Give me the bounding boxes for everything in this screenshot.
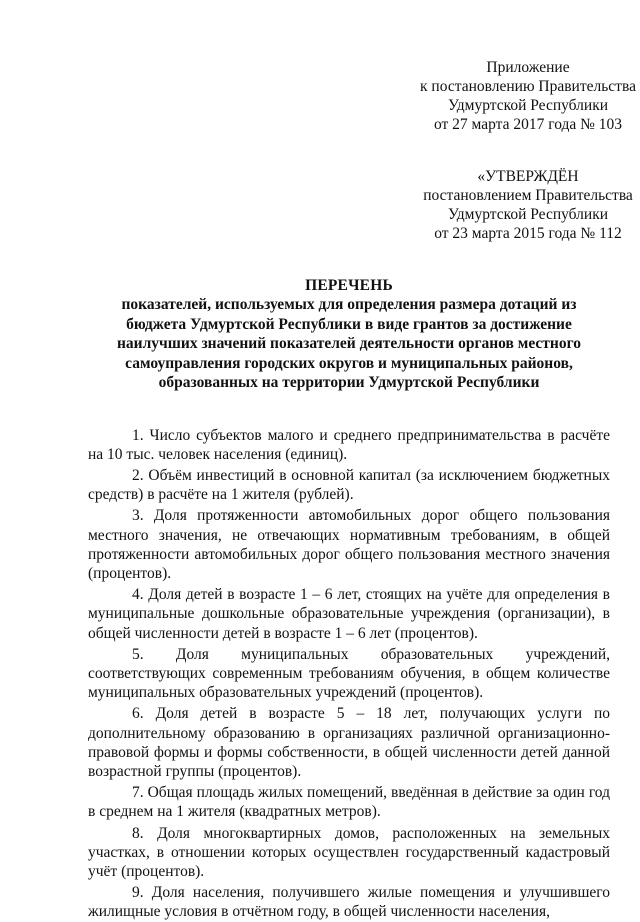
list-item: 9. Доля населения, получившего жилые помещения и улучшившего жилищные условия в отчётном году, в общей численности населения, — [88, 884, 610, 921]
appendix-line: Удмуртской Республики — [447, 97, 609, 114]
appendix-line: от 27 марта 2017 года № 103 — [433, 116, 623, 133]
list-item: 8. Доля многоквартирных домов, расположенных на земельных участках, в отношении которых осуществлен государственный кадастровый учёт (процентов). — [88, 824, 610, 880]
list-item: 3. Доля протяженности автомобильных дорог общего пользования местного значения, не отвечающих нормативным требованиям, в общей протяженности автомобильных дорог общего пользования местного значения (процентов). — [88, 507, 610, 582]
approved-line: постановлением Правительства — [423, 187, 633, 204]
appendix-line: к постановлению Правительства — [420, 78, 636, 95]
approved-line: «УТВЕРЖДЁН — [477, 168, 579, 185]
appendix-block — [388, 58, 640, 134]
document-title: ПЕРЕЧЕНЬ — [305, 277, 393, 294]
appendix-line: Приложение — [486, 59, 570, 76]
list-item: 2. Объём инвестиций в основной капитал (за исключением бюджетных средств) в расчёте на 1 жителя (рублей). — [88, 466, 610, 504]
list-item: 4. Доля детей в возрасте 1 – 6 лет, стоящих на учёте для определения в муниципальные дошкольные образовательные учреждения (организации), в общей численности детей в возрасте 1 – 6 лет (процентов). — [88, 586, 610, 642]
indicator-list — [88, 426, 610, 922]
approved-line: Удмуртской Республики — [447, 206, 609, 223]
list-item: 7. Общая площадь жилых помещений, введённая в действие за один год в среднем на 1 жителя (квадратных метров). — [88, 784, 610, 821]
list-item: 6. Доля детей в возрасте 5 – 18 лет, получающих услуги по дополнительному образованию в организациях различной организационно-правовой формы и формы собственности, в общей численности детей данной возрастной группы (процентов). — [88, 705, 610, 780]
list-item: 1. Число субъектов малого и среднего предпринимательства в расчёте на 10 тыс. человек населения (единиц). — [88, 426, 610, 463]
approved-line: от 23 марта 2015 года № 112 — [434, 225, 622, 242]
document-subtitle: показателей, используемых для определения размера дотаций из бюджета Удмуртской Республики в виде грантов за достижение наилучших значений показателей деятельности органов местного самоуправления городских округов и муниципальных районов, образованных на территории Удмуртской Республики — [117, 296, 581, 391]
approved-block — [388, 167, 640, 243]
list-item: 5. Доля муниципальных образовательных учреждений, соответствующих современным требованиям обучения, в общем количестве муниципальных образовательных учреждений (процентов). — [88, 645, 610, 702]
